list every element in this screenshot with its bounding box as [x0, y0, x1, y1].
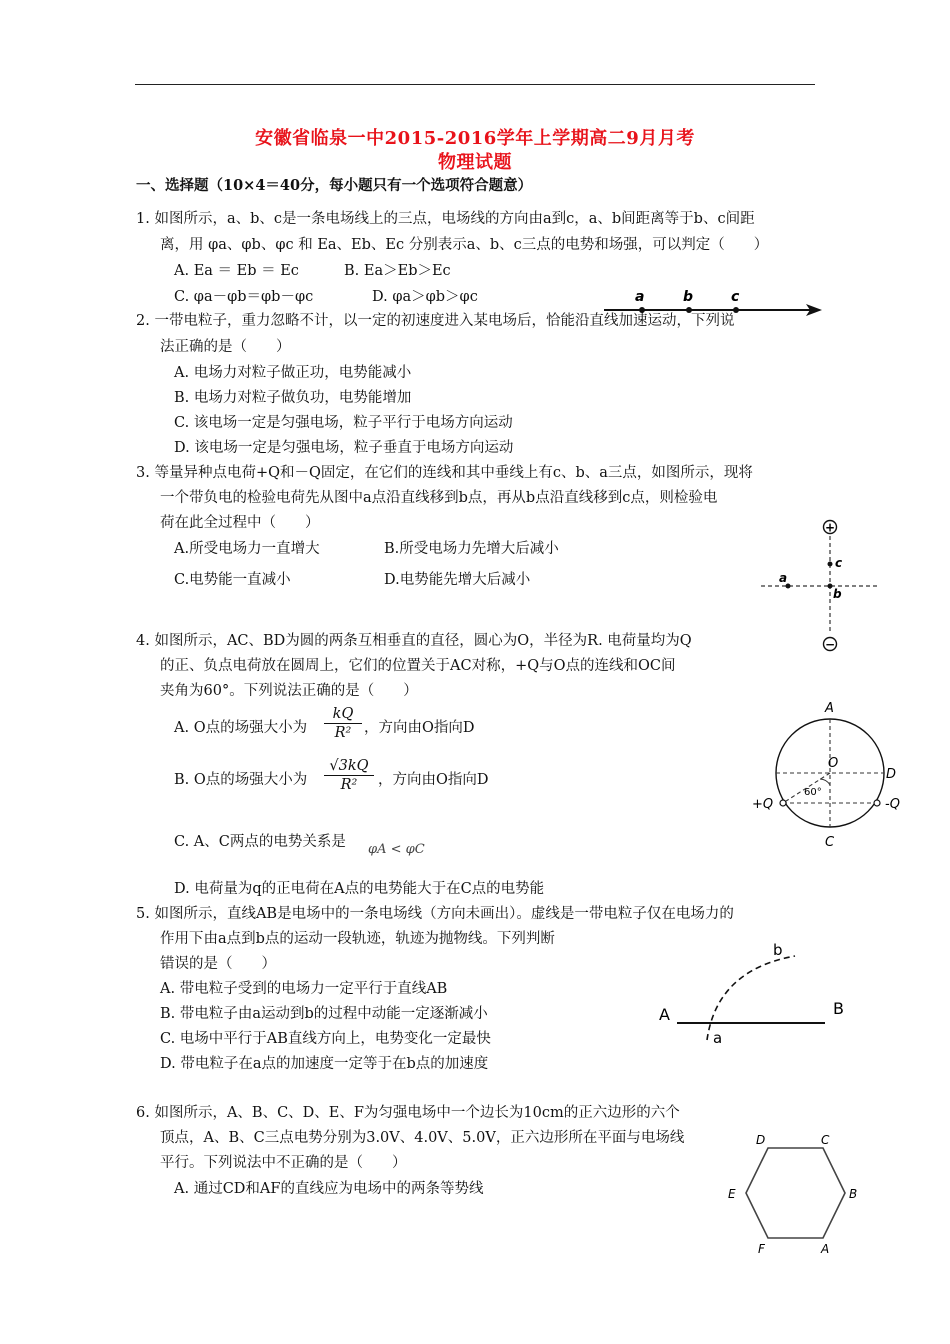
q4-option-a-prefix: A. O点的场强大小为	[174, 720, 308, 736]
q3-option-c: C.电势能一直减小	[174, 572, 291, 588]
section-heading: 一、选择题（10×4＝40分，每小题只有一个选项符合题意）	[136, 177, 533, 194]
q6-fig-label-d: D	[756, 1133, 766, 1147]
q6-fig-label-c: C	[821, 1133, 830, 1147]
q3-fig-plus-charge: +	[824, 520, 836, 535]
q5-option-d: D. 带电粒子在a点的加速度一定等于在b点的加速度	[160, 1056, 489, 1072]
q6-option-a: A. 通过CD和AF的直线应为电场中的两条等势线	[174, 1181, 484, 1197]
q3-fig-label-c: c	[835, 556, 843, 570]
q1-fig-label-a: a	[635, 289, 645, 305]
q4-b-denominator: R²	[340, 777, 358, 793]
q4-b-numerator: √3kQ	[329, 758, 369, 774]
q4-option-b-fraction	[324, 758, 374, 793]
q1-option-d: D. φa＞φb＞φc	[372, 289, 478, 305]
q6-hexagon-figure	[718, 1126, 868, 1258]
q3-stem-line2: 一个带负电的检验电荷先从图中a点沿直线移到b点，再从b点沿直线移到c点，则检验电	[160, 490, 718, 506]
q4-stem-line2: 的正、负点电荷放在圆周上，它们的位置关于AC对称，+Q与O点的连线和OC间	[160, 658, 676, 674]
q1-option-b: B. Ea＞Eb＞Ec	[344, 263, 451, 279]
q3-fig-label-b: b	[833, 587, 842, 601]
q4-option-c-expression: φA < φC	[368, 842, 425, 857]
q3-option-a: A.所受电场力一直增大	[174, 541, 320, 557]
q4-fig-angle-label: 60°	[804, 787, 822, 798]
page-title: 安徽省临泉一中2015-2016学年上学期高二9月月考	[255, 128, 695, 149]
q4-option-b-prefix: B. O点的场强大小为	[174, 772, 308, 788]
q4-a-numerator: kQ	[332, 706, 354, 722]
q4-fig-label-a: A	[825, 701, 834, 716]
q4-fig-label-plus-q: +Q	[752, 797, 774, 812]
q2-stem-line1: 2. 一带电粒子，重力忽略不计，以一定的初速度进入某电场后，恰能沿直线加速运动，下列说	[136, 313, 735, 329]
q1-fig-label-b: b	[683, 289, 694, 305]
q2-option-c: C. 该电场一定是匀强电场，粒子平行于电场方向运动	[174, 415, 513, 431]
q1-fig-label-c: c	[731, 289, 740, 305]
q1-option-c: C. φa－φb＝φb－φc	[174, 289, 314, 305]
q3-stem-line1: 3. 等量异种点电荷+Q和－Q固定，在它们的连线和其中垂线上有c、b、a三点，如图所示，现将	[136, 465, 753, 481]
q6-fig-label-e: E	[728, 1187, 736, 1201]
q5-option-a: A. 带电粒子受到的电场力一定平行于直线AB	[160, 981, 448, 997]
q5-stem-line1: 5. 如图所示，直线AB是电场中的一条电场线（方向未画出）。虚线是一带电粒子仅在电场力的	[136, 906, 734, 922]
q5-trajectory-figure	[655, 940, 855, 1050]
q4-option-d: D. 电荷量为q的正电荷在A点的电势能大于在C点的电势能	[174, 881, 545, 897]
q4-option-a-suffix: ，方向由O指向D	[364, 720, 475, 736]
q4-fig-label-c: C	[825, 835, 835, 850]
q4-option-a-fraction	[324, 706, 362, 741]
q4-fig-label-o: O	[828, 756, 839, 771]
q3-option-b: B.所受电场力先增大后减小	[384, 541, 559, 557]
q1-option-a: A. Ea ＝ Eb ＝ Ec	[174, 263, 299, 279]
q4-option-c-prefix: C. A、C两点的电势关系是	[174, 834, 346, 850]
q4-option-b-suffix: ，方向由O指向D	[378, 772, 489, 788]
q4-fig-label-d: D	[886, 767, 897, 782]
q5-option-b: B. 带电粒子由a运动到b的过程中动能一定逐渐减小	[160, 1006, 488, 1022]
q4-a-denominator: R²	[334, 725, 352, 741]
q6-stem-line3: 平行。下列说法中不正确的是（ ）	[160, 1155, 407, 1171]
q5-fig-label-b-upper: B	[833, 999, 844, 1018]
q5-fig-label-a-upper: A	[659, 1005, 670, 1024]
q1-stem-line1: 1. 如图所示，a、b、c是一条电场线上的三点，电场线的方向由a到c，a、b间距离等于b、c间距	[136, 211, 755, 227]
q3-charges-figure	[755, 516, 885, 656]
q4-stem-line3: 夹角为60°。下列说法正确的是（ ）	[160, 683, 418, 699]
q4-stem-line1: 4. 如图所示，AC、BD为圆的两条互相垂直的直径，圆心为O，半径为R. 电荷量均为Q	[136, 633, 692, 649]
q3-option-d: D.电势能先增大后减小	[384, 572, 531, 588]
q5-stem-line3: 错误的是（ ）	[160, 956, 276, 972]
q6-stem-line1: 6. 如图所示，A、B、C、D、E、F为匀强电场中一个边长为10cm的正六边形的六个	[136, 1105, 680, 1121]
q3-fig-label-a: a	[779, 571, 788, 585]
q6-fig-label-b: B	[849, 1187, 858, 1201]
q3-stem-line3: 荷在此全过程中（ ）	[160, 515, 320, 531]
top-rule	[135, 84, 815, 85]
q6-stem-line2: 顶点，A、B、C三点电势分别为3.0V、4.0V、5.0V，正六边形所在平面与电场线	[160, 1130, 685, 1146]
q5-fig-label-a-lower: a	[713, 1029, 723, 1047]
q5-option-c: C. 电场中平行于AB直线方向上，电势变化一定最快	[160, 1031, 491, 1047]
q6-fig-label-a: A	[821, 1242, 830, 1256]
q6-fig-label-f: F	[758, 1242, 765, 1256]
q5-stem-line2: 作用下由a点到b点的运动一段轨迹，轨迹为抛物线。下列判断	[160, 931, 555, 947]
q2-stem-line2: 法正确的是（ ）	[160, 339, 291, 355]
q4-fig-label-minus-q: -Q	[885, 797, 900, 812]
q5-fig-label-b-lower: b	[773, 941, 783, 959]
q2-option-b: B. 电场力对粒子做负功，电势能增加	[174, 390, 412, 406]
q2-option-a: A. 电场力对粒子做正功，电势能减小	[174, 365, 412, 381]
q1-stem-line2: 离，用 φa、φb、φc 和 Ea、Eb、Ec 分别表示a、b、c三点的电势和场强，可以判定（ ）	[160, 237, 769, 253]
q2-option-d: D. 该电场一定是匀强电场，粒子垂直于电场方向运动	[174, 440, 514, 456]
q4-circle-figure	[750, 698, 910, 856]
q3-fig-minus-charge: −	[824, 637, 836, 652]
page-subtitle: 物理试题	[438, 152, 512, 173]
